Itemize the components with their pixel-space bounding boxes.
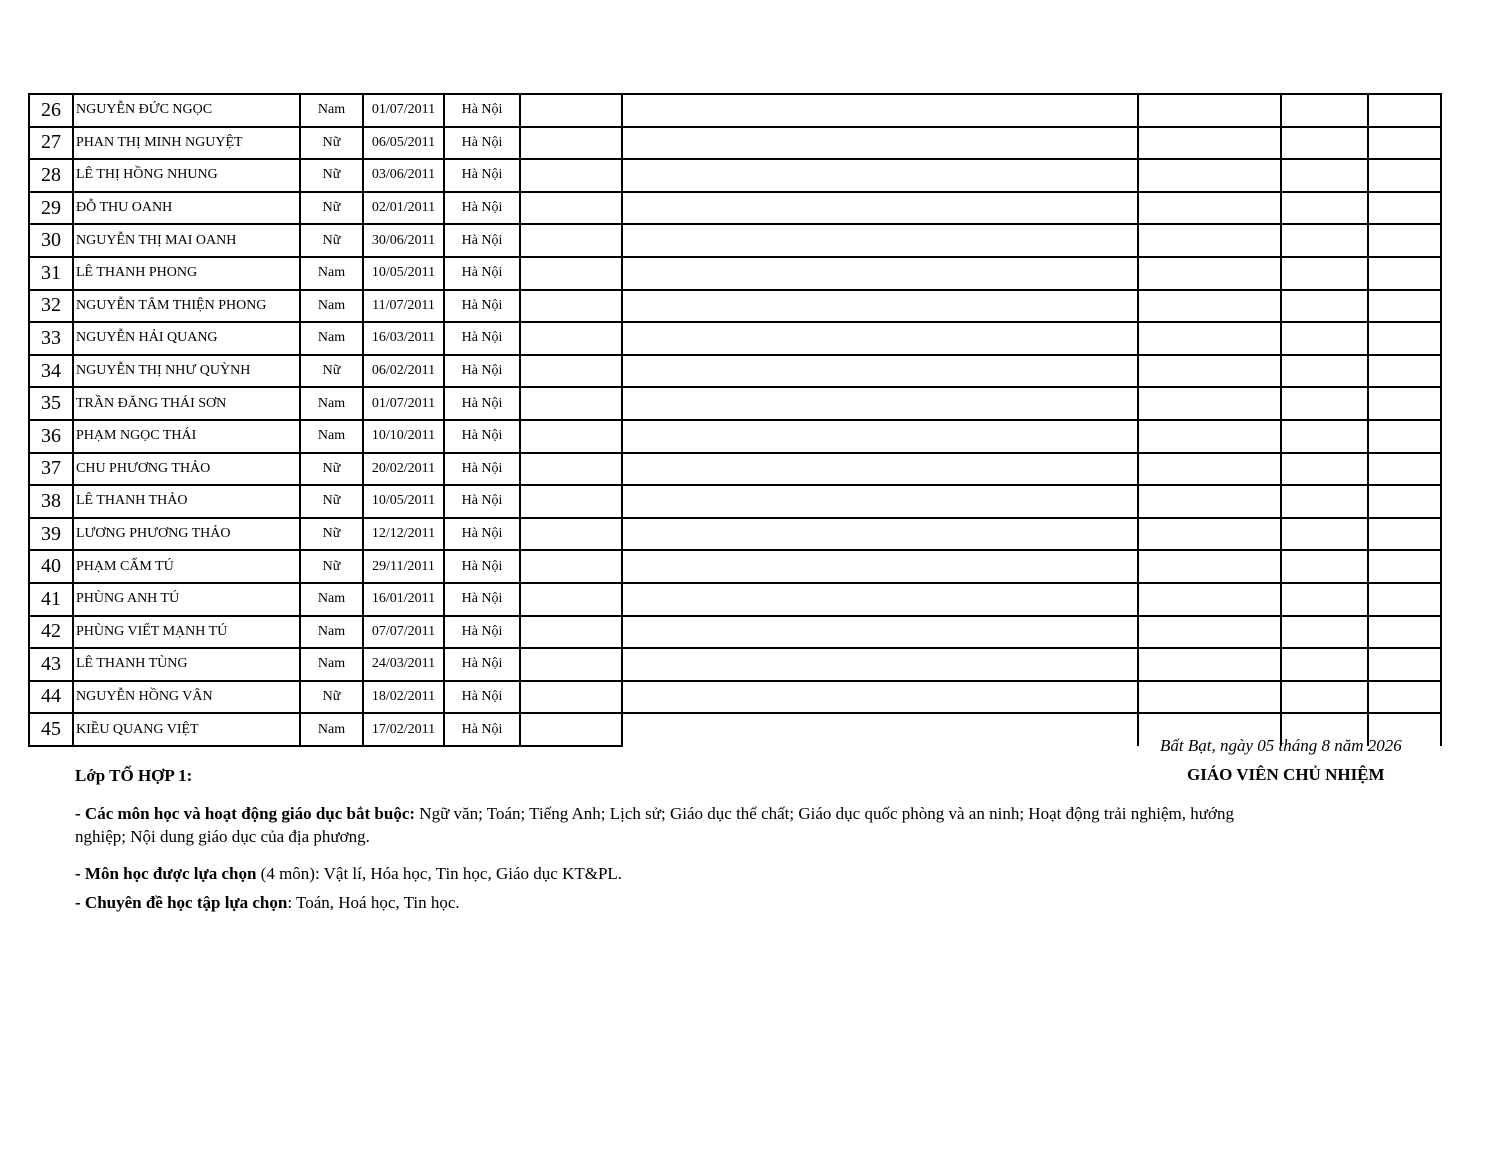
empty-cell	[1368, 453, 1441, 486]
empty-cell	[1138, 518, 1281, 551]
empty-cell	[520, 518, 622, 551]
student-gender: Nữ	[300, 159, 363, 192]
empty-cell	[622, 257, 1138, 290]
table-row	[29, 616, 1441, 649]
table-row	[29, 387, 1441, 420]
student-birthplace: Hà Nội	[444, 192, 520, 225]
student-gender: Nữ	[300, 453, 363, 486]
elective-subjects-label: - Môn học được lựa chọn	[75, 864, 257, 883]
student-birthplace: Hà Nội	[444, 94, 520, 127]
student-name: PHÙNG ANH TÚ	[73, 583, 300, 616]
table-row	[29, 159, 1441, 192]
class-title: Lớp TỔ HỢP 1:	[75, 766, 193, 785]
student-dob: 17/02/2011	[363, 713, 444, 746]
elective-topics	[75, 891, 1245, 914]
student-number: 42	[29, 616, 73, 649]
student-dob: 30/06/2011	[363, 224, 444, 257]
empty-cell	[1281, 485, 1368, 518]
empty-cell	[1138, 485, 1281, 518]
empty-cell	[622, 290, 1138, 323]
student-number: 30	[29, 224, 73, 257]
empty-cell	[1281, 453, 1368, 486]
table-row	[29, 322, 1441, 355]
student-birthplace: Hà Nội	[444, 485, 520, 518]
student-dob: 20/02/2011	[363, 453, 444, 486]
elective-subjects-text: (4 môn): Vật lí, Hóa học, Tin học, Giáo dục KT&PL.	[256, 864, 623, 883]
required-subjects-label: - Các môn học và hoạt động giáo dục bắt buộc:	[75, 804, 416, 823]
empty-cell	[1281, 224, 1368, 257]
empty-cell	[622, 648, 1138, 681]
student-name: LÊ THANH PHONG	[73, 257, 300, 290]
student-number: 27	[29, 127, 73, 160]
empty-cell	[1281, 681, 1368, 714]
table-row	[29, 94, 1441, 127]
student-gender: Nam	[300, 420, 363, 453]
student-gender: Nữ	[300, 550, 363, 583]
student-name: LÊ THANH TÙNG	[73, 648, 300, 681]
student-number: 37	[29, 453, 73, 486]
empty-cell	[1281, 127, 1368, 160]
empty-cell	[1138, 648, 1281, 681]
empty-cell	[520, 94, 622, 127]
student-dob: 03/06/2011	[363, 159, 444, 192]
required-subjects	[75, 802, 1245, 848]
student-birthplace: Hà Nội	[444, 387, 520, 420]
student-dob: 10/10/2011	[363, 420, 444, 453]
empty-cell	[1138, 453, 1281, 486]
empty-cell	[1281, 322, 1368, 355]
student-birthplace: Hà Nội	[444, 583, 520, 616]
student-number: 29	[29, 192, 73, 225]
empty-cell	[1368, 224, 1441, 257]
empty-cell	[1281, 94, 1368, 127]
empty-cell	[520, 127, 622, 160]
student-name: NGUYỄN HỒNG VÂN	[73, 681, 300, 714]
student-number: 39	[29, 518, 73, 551]
student-name: CHU PHƯƠNG THẢO	[73, 453, 300, 486]
student-gender: Nữ	[300, 518, 363, 551]
empty-cell	[622, 355, 1138, 388]
student-number: 38	[29, 485, 73, 518]
empty-cell	[622, 224, 1138, 257]
empty-cell	[520, 550, 622, 583]
empty-cell	[622, 420, 1138, 453]
student-birthplace: Hà Nội	[444, 127, 520, 160]
student-dob: 10/05/2011	[363, 257, 444, 290]
empty-cell	[1281, 550, 1368, 583]
student-dob: 24/03/2011	[363, 648, 444, 681]
empty-cell	[1138, 159, 1281, 192]
student-name: PHAN THỊ MINH NGUYỆT	[73, 127, 300, 160]
required-subjects-text: Ngữ văn; Toán; Tiếng Anh; Lịch sử; Giáo dục thể chất; Giáo dục quốc phòng và an ninh; Hoạt động trải nghiệm, hướng nghiệp; Nội dung giáo dục của địa phương.	[75, 804, 1234, 846]
student-gender: Nam	[300, 713, 363, 746]
empty-cell	[1281, 616, 1368, 649]
student-gender: Nữ	[300, 192, 363, 225]
student-birthplace: Hà Nội	[444, 453, 520, 486]
student-number: 33	[29, 322, 73, 355]
student-number: 41	[29, 583, 73, 616]
student-gender: Nam	[300, 322, 363, 355]
student-number: 34	[29, 355, 73, 388]
empty-cell	[1281, 648, 1368, 681]
student-number: 26	[29, 94, 73, 127]
student-birthplace: Hà Nội	[444, 648, 520, 681]
empty-cell	[520, 420, 622, 453]
table-row	[29, 127, 1441, 160]
empty-cell	[1138, 94, 1281, 127]
student-name: NGUYỄN THỊ NHƯ QUỲNH	[73, 355, 300, 388]
student-gender: Nam	[300, 583, 363, 616]
empty-cell	[1138, 322, 1281, 355]
empty-cell	[520, 224, 622, 257]
empty-cell	[1368, 681, 1441, 714]
table-row	[29, 648, 1441, 681]
empty-cell	[1368, 387, 1441, 420]
student-gender: Nữ	[300, 224, 363, 257]
student-name: LÊ THỊ HỒNG NHUNG	[73, 159, 300, 192]
table-row	[29, 257, 1441, 290]
empty-cell	[520, 387, 622, 420]
table-row	[29, 224, 1441, 257]
empty-cell	[520, 485, 622, 518]
student-dob: 10/05/2011	[363, 485, 444, 518]
elective-topics-label: - Chuyên đề học tập lựa chọn	[75, 893, 288, 912]
student-birthplace: Hà Nội	[444, 322, 520, 355]
empty-cell	[1138, 550, 1281, 583]
student-number: 36	[29, 420, 73, 453]
empty-cell	[520, 159, 622, 192]
empty-cell	[1281, 355, 1368, 388]
student-dob: 01/07/2011	[363, 387, 444, 420]
student-dob: 06/02/2011	[363, 355, 444, 388]
empty-cell	[520, 355, 622, 388]
empty-cell	[1138, 420, 1281, 453]
table-row	[29, 192, 1441, 225]
student-dob: 06/05/2011	[363, 127, 444, 160]
empty-cell	[1368, 550, 1441, 583]
student-birthplace: Hà Nội	[444, 290, 520, 323]
empty-cell	[1138, 257, 1281, 290]
empty-cell	[622, 550, 1138, 583]
student-gender: Nam	[300, 616, 363, 649]
student-dob: 12/12/2011	[363, 518, 444, 551]
empty-cell	[520, 713, 622, 746]
student-number: 32	[29, 290, 73, 323]
student-gender: Nữ	[300, 355, 363, 388]
empty-cell	[622, 583, 1138, 616]
student-number: 28	[29, 159, 73, 192]
empty-cell	[1138, 127, 1281, 160]
student-gender: Nam	[300, 648, 363, 681]
empty-cell	[622, 485, 1138, 518]
student-number: 31	[29, 257, 73, 290]
empty-cell	[520, 616, 622, 649]
empty-cell	[520, 290, 622, 323]
student-birthplace: Hà Nội	[444, 159, 520, 192]
student-gender: Nam	[300, 94, 363, 127]
student-name: PHẠM NGỌC THÁI	[73, 420, 300, 453]
student-name: LÊ THANH THẢO	[73, 485, 300, 518]
empty-cell	[1138, 224, 1281, 257]
table-row	[29, 518, 1441, 551]
empty-cell	[1368, 159, 1441, 192]
student-name: ĐỖ THU OANH	[73, 192, 300, 225]
student-name: NGUYỄN THỊ MAI OANH	[73, 224, 300, 257]
elective-subjects	[75, 862, 1245, 885]
student-name: TRẦN ĐĂNG THÁI SƠN	[73, 387, 300, 420]
table-row	[29, 420, 1441, 453]
empty-cell	[520, 453, 622, 486]
empty-cell	[622, 453, 1138, 486]
student-dob: 11/07/2011	[363, 290, 444, 323]
empty-cell	[1138, 290, 1281, 323]
elective-topics-text: : Toán, Hoá học, Tin học.	[287, 893, 460, 912]
empty-cell	[622, 322, 1138, 355]
empty-cell	[1368, 583, 1441, 616]
empty-cell	[1138, 681, 1281, 714]
student-name: NGUYỄN ĐỨC NGỌC	[73, 94, 300, 127]
empty-cell	[622, 518, 1138, 551]
student-dob: 29/11/2011	[363, 550, 444, 583]
empty-cell	[1138, 355, 1281, 388]
student-dob: 16/03/2011	[363, 322, 444, 355]
empty-cell	[622, 127, 1138, 160]
empty-cell	[622, 159, 1138, 192]
empty-cell	[1368, 355, 1441, 388]
student-number: 40	[29, 550, 73, 583]
empty-cell	[520, 583, 622, 616]
empty-cell	[1368, 94, 1441, 127]
student-gender: Nữ	[300, 485, 363, 518]
student-gender: Nam	[300, 257, 363, 290]
empty-cell	[1281, 257, 1368, 290]
student-birthplace: Hà Nội	[444, 681, 520, 714]
empty-cell	[1368, 257, 1441, 290]
empty-cell	[1368, 485, 1441, 518]
student-gender: Nam	[300, 290, 363, 323]
empty-cell	[622, 192, 1138, 225]
empty-cell	[1368, 290, 1441, 323]
student-gender: Nam	[300, 387, 363, 420]
student-dob: 01/07/2011	[363, 94, 444, 127]
student-birthplace: Hà Nội	[444, 550, 520, 583]
empty-cell	[1138, 583, 1281, 616]
table-row	[29, 583, 1441, 616]
empty-cell	[622, 616, 1138, 649]
empty-cell	[1281, 420, 1368, 453]
student-dob: 18/02/2011	[363, 681, 444, 714]
student-number: 43	[29, 648, 73, 681]
student-birthplace: Hà Nội	[444, 420, 520, 453]
table-row	[29, 681, 1441, 714]
table-row	[29, 453, 1441, 486]
student-name: NGUYỄN TÂM THIỆN PHONG	[73, 290, 300, 323]
empty-cell	[1281, 583, 1368, 616]
empty-cell	[1368, 616, 1441, 649]
student-dob: 16/01/2011	[363, 583, 444, 616]
student-birthplace: Hà Nội	[444, 713, 520, 746]
student-dob: 02/01/2011	[363, 192, 444, 225]
empty-cell	[1368, 420, 1441, 453]
empty-cell	[622, 94, 1138, 127]
empty-cell	[1281, 192, 1368, 225]
table-row	[29, 355, 1441, 388]
table-row	[29, 290, 1441, 323]
empty-cell	[1368, 518, 1441, 551]
empty-cell	[1138, 387, 1281, 420]
table-row	[29, 485, 1441, 518]
empty-cell	[520, 257, 622, 290]
empty-cell	[622, 681, 1138, 714]
signature-date: Bất Bạt, ngày 05 tháng 8 năm 2026	[1160, 736, 1402, 755]
empty-cell	[1138, 616, 1281, 649]
student-roster-table	[28, 93, 1442, 747]
empty-cell	[622, 713, 1138, 746]
empty-cell	[622, 387, 1138, 420]
student-gender: Nữ	[300, 681, 363, 714]
student-name: LƯƠNG PHƯƠNG THẢO	[73, 518, 300, 551]
student-gender: Nữ	[300, 127, 363, 160]
empty-cell	[1281, 159, 1368, 192]
student-birthplace: Hà Nội	[444, 518, 520, 551]
student-name: PHẠM CẨM TÚ	[73, 550, 300, 583]
student-birthplace: Hà Nội	[444, 355, 520, 388]
student-name: KIỀU QUANG VIỆT	[73, 713, 300, 746]
empty-cell	[520, 192, 622, 225]
student-number: 45	[29, 713, 73, 746]
signature-title: GIÁO VIÊN CHỦ NHIỆM	[1187, 765, 1385, 784]
empty-cell	[520, 648, 622, 681]
empty-cell	[520, 322, 622, 355]
empty-cell	[1281, 518, 1368, 551]
empty-cell	[520, 681, 622, 714]
roster-body	[29, 94, 1441, 746]
student-name: PHÙNG VIẾT MẠNH TÚ	[73, 616, 300, 649]
student-number: 44	[29, 681, 73, 714]
empty-cell	[1368, 648, 1441, 681]
empty-cell	[1368, 192, 1441, 225]
student-number: 35	[29, 387, 73, 420]
student-dob: 07/07/2011	[363, 616, 444, 649]
empty-cell	[1368, 322, 1441, 355]
student-birthplace: Hà Nội	[444, 224, 520, 257]
empty-cell	[1281, 387, 1368, 420]
student-birthplace: Hà Nội	[444, 257, 520, 290]
table-row	[29, 550, 1441, 583]
empty-cell	[1281, 290, 1368, 323]
student-birthplace: Hà Nội	[444, 616, 520, 649]
empty-cell	[1368, 127, 1441, 160]
student-name: NGUYỄN HẢI QUANG	[73, 322, 300, 355]
empty-cell	[1138, 192, 1281, 225]
